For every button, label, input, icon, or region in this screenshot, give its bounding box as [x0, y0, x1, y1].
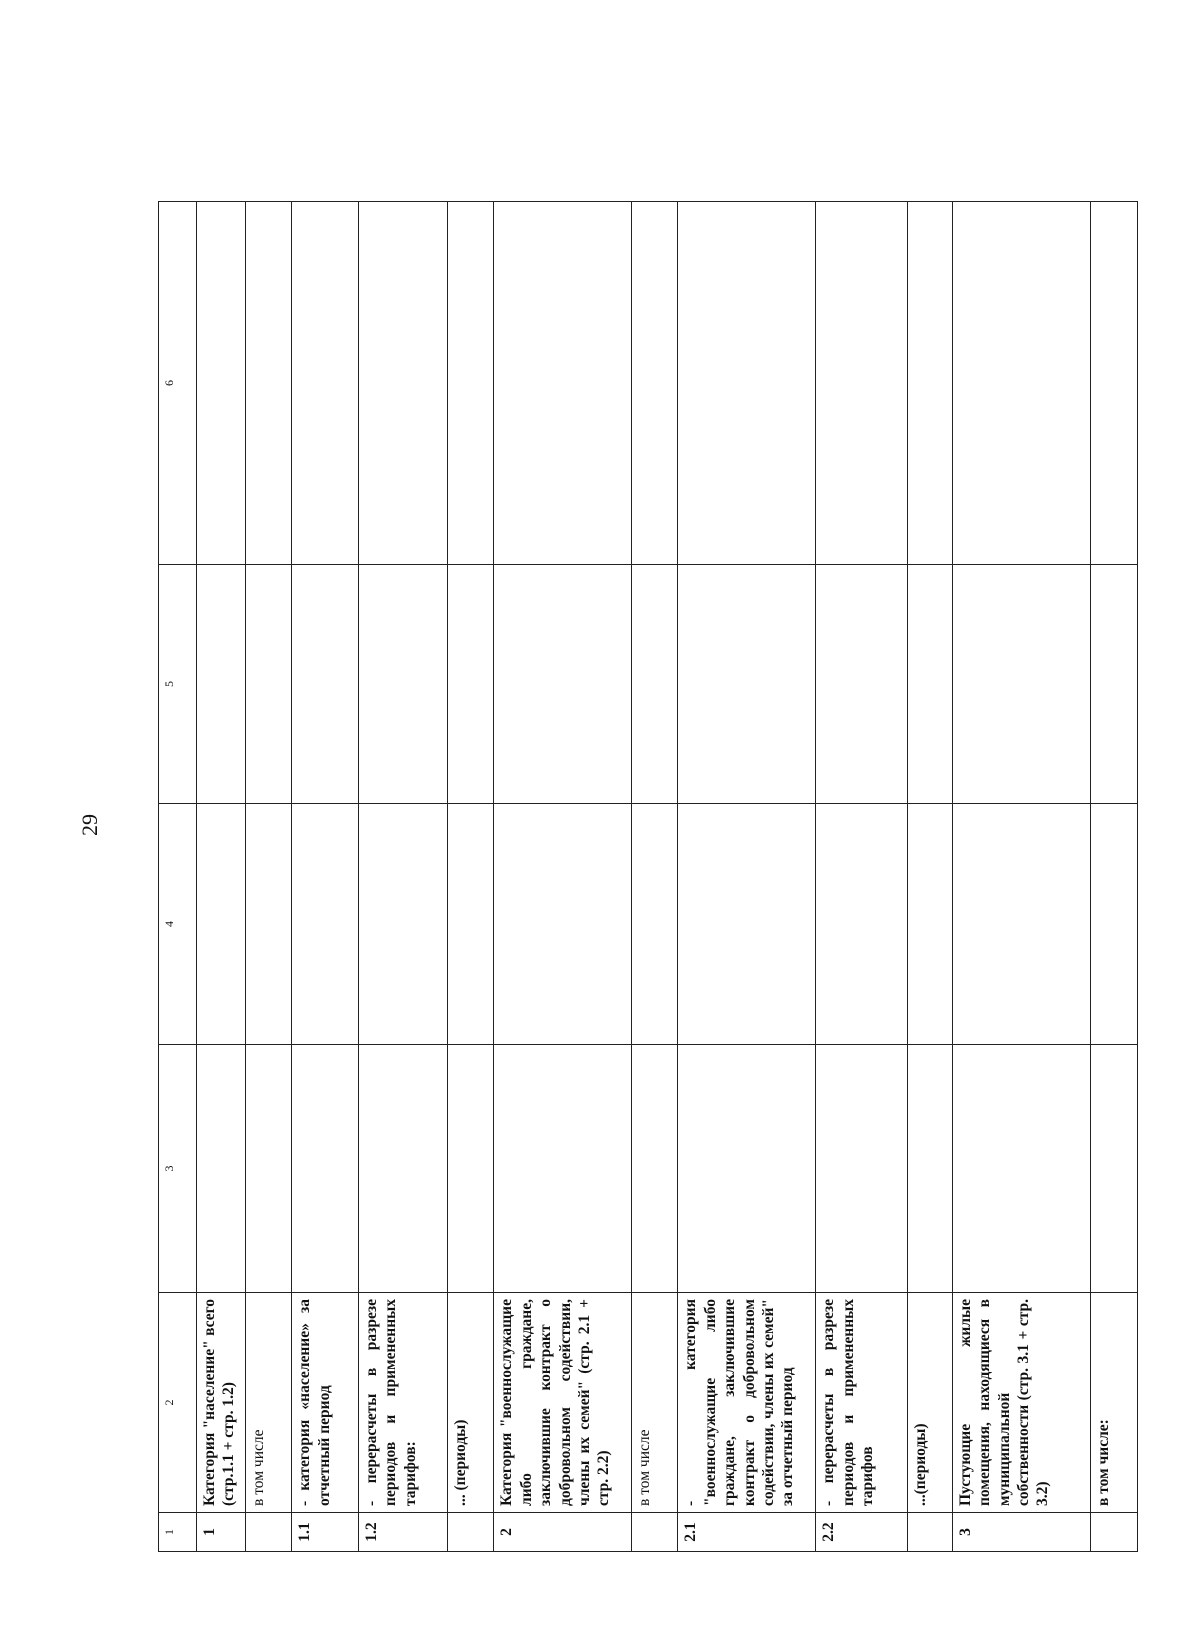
row-description-cell: - перерасчеты в разрезе периодов и примененных тарифов: — [358, 1293, 447, 1513]
header-row — [159, 202, 197, 1552]
table-row — [358, 202, 447, 1552]
empty-cell-col-5 — [196, 565, 245, 804]
empty-cell-col-5 — [1090, 565, 1137, 804]
empty-cell-col-3 — [952, 1045, 1090, 1293]
row-description-cell: Категория "население" всего (стр.1.1 + стр. 1.2) — [196, 1293, 245, 1513]
empty-cell-col-4 — [907, 804, 952, 1045]
empty-cell-col-5 — [952, 565, 1090, 804]
empty-cell-col-5 — [245, 565, 291, 804]
empty-cell-col-4 — [494, 804, 632, 1045]
empty-cell-col-3 — [245, 1045, 291, 1293]
empty-cell-col-6 — [1090, 202, 1137, 565]
empty-cell-col-4 — [632, 804, 678, 1045]
row-number-cell: 2.1 — [678, 1513, 816, 1552]
empty-cell-col-6 — [494, 202, 632, 565]
empty-cell-col-6 — [952, 202, 1090, 565]
empty-cell-col-3 — [1090, 1045, 1137, 1293]
col-header-4: 4 — [159, 804, 197, 1045]
empty-cell-col-4 — [358, 804, 447, 1045]
empty-cell-col-3 — [632, 1045, 678, 1293]
row-number-cell: 1.1 — [292, 1513, 359, 1552]
empty-cell-col-4 — [952, 804, 1090, 1045]
row-description-cell: Категория "военнослужащие либо граждане, заключившие контракт о добровольном содействии, члены их семей" (стр. 2.1 + стр. 2.2) — [494, 1293, 632, 1513]
empty-cell-col-6 — [358, 202, 447, 565]
row-description-cell: Пустующие жилые помещения, находящиеся в муниципальной собственности (стр. 3.1 + стр. 3.2) — [952, 1293, 1090, 1513]
row-number-cell: 1.2 — [358, 1513, 447, 1552]
empty-cell-col-3 — [196, 1045, 245, 1293]
row-description-cell: в том числе — [245, 1293, 291, 1513]
empty-cell-col-3 — [816, 1045, 907, 1293]
empty-cell-col-4 — [448, 804, 494, 1045]
row-number-cell — [907, 1513, 952, 1552]
empty-cell-col-3 — [494, 1045, 632, 1293]
empty-cell-col-4 — [292, 804, 359, 1045]
empty-cell-col-4 — [678, 804, 816, 1045]
col-header-1: 1 — [159, 1513, 197, 1552]
table-row — [196, 202, 245, 1552]
row-number-cell — [448, 1513, 494, 1552]
table-row — [816, 202, 907, 1552]
empty-cell-col-3 — [907, 1045, 952, 1293]
table-row — [678, 202, 816, 1552]
col-header-5: 5 — [159, 565, 197, 804]
table-row — [292, 202, 359, 1552]
table-row — [1090, 202, 1137, 1552]
col-header-2: 2 — [159, 1293, 197, 1513]
empty-cell-col-6 — [816, 202, 907, 565]
table-row — [494, 202, 632, 1552]
row-description-cell: ... (периоды) — [448, 1293, 494, 1513]
table-row — [448, 202, 494, 1552]
empty-cell-col-3 — [358, 1045, 447, 1293]
row-description-cell: в том числе — [632, 1293, 678, 1513]
row-number-cell — [1090, 1513, 1137, 1552]
table-row — [632, 202, 678, 1552]
empty-cell-col-5 — [358, 565, 447, 804]
row-description-cell: - категория "военнослужащие либо граждане, заключившие контракт о добровольном содействии, члены их семей" за отчетный период — [678, 1293, 816, 1513]
row-number-cell: 3 — [952, 1513, 1090, 1552]
empty-cell-col-6 — [292, 202, 359, 565]
col-header-6: 6 — [159, 202, 197, 565]
row-number-cell — [245, 1513, 291, 1552]
empty-cell-col-6 — [632, 202, 678, 565]
row-number-cell — [632, 1513, 678, 1552]
page-number: 29 — [77, 814, 102, 836]
row-description-cell: ...(периоды) — [907, 1293, 952, 1513]
row-number-cell: 1 — [196, 1513, 245, 1552]
row-description-cell: - категория «население» за отчетный период — [292, 1293, 359, 1513]
empty-cell-col-6 — [907, 202, 952, 565]
data-table — [158, 201, 1138, 1552]
empty-cell-col-3 — [292, 1045, 359, 1293]
row-number-cell: 2 — [494, 1513, 632, 1552]
table-row — [952, 202, 1090, 1552]
empty-cell-col-6 — [245, 202, 291, 565]
empty-cell-col-4 — [1090, 804, 1137, 1045]
row-description-cell: - перерасчеты в разрезе периодов и примененных тарифов — [816, 1293, 907, 1513]
empty-cell-col-4 — [245, 804, 291, 1045]
empty-cell-col-6 — [196, 202, 245, 565]
col-header-3: 3 — [159, 1045, 197, 1293]
empty-cell-col-5 — [632, 565, 678, 804]
empty-cell-col-3 — [448, 1045, 494, 1293]
table-row — [245, 202, 291, 1552]
empty-cell-col-4 — [196, 804, 245, 1045]
empty-cell-col-6 — [678, 202, 816, 565]
row-number-cell: 2.2 — [816, 1513, 907, 1552]
empty-cell-col-5 — [907, 565, 952, 804]
row-description-cell: в том числе: — [1090, 1293, 1137, 1513]
rotated-table-wrapper — [158, 202, 1138, 1552]
table-row — [907, 202, 952, 1552]
empty-cell-col-4 — [816, 804, 907, 1045]
empty-cell-col-5 — [816, 565, 907, 804]
empty-cell-col-5 — [678, 565, 816, 804]
empty-cell-col-3 — [678, 1045, 816, 1293]
empty-cell-col-5 — [494, 565, 632, 804]
empty-cell-col-5 — [448, 565, 494, 804]
empty-cell-col-6 — [448, 202, 494, 565]
empty-cell-col-5 — [292, 565, 359, 804]
